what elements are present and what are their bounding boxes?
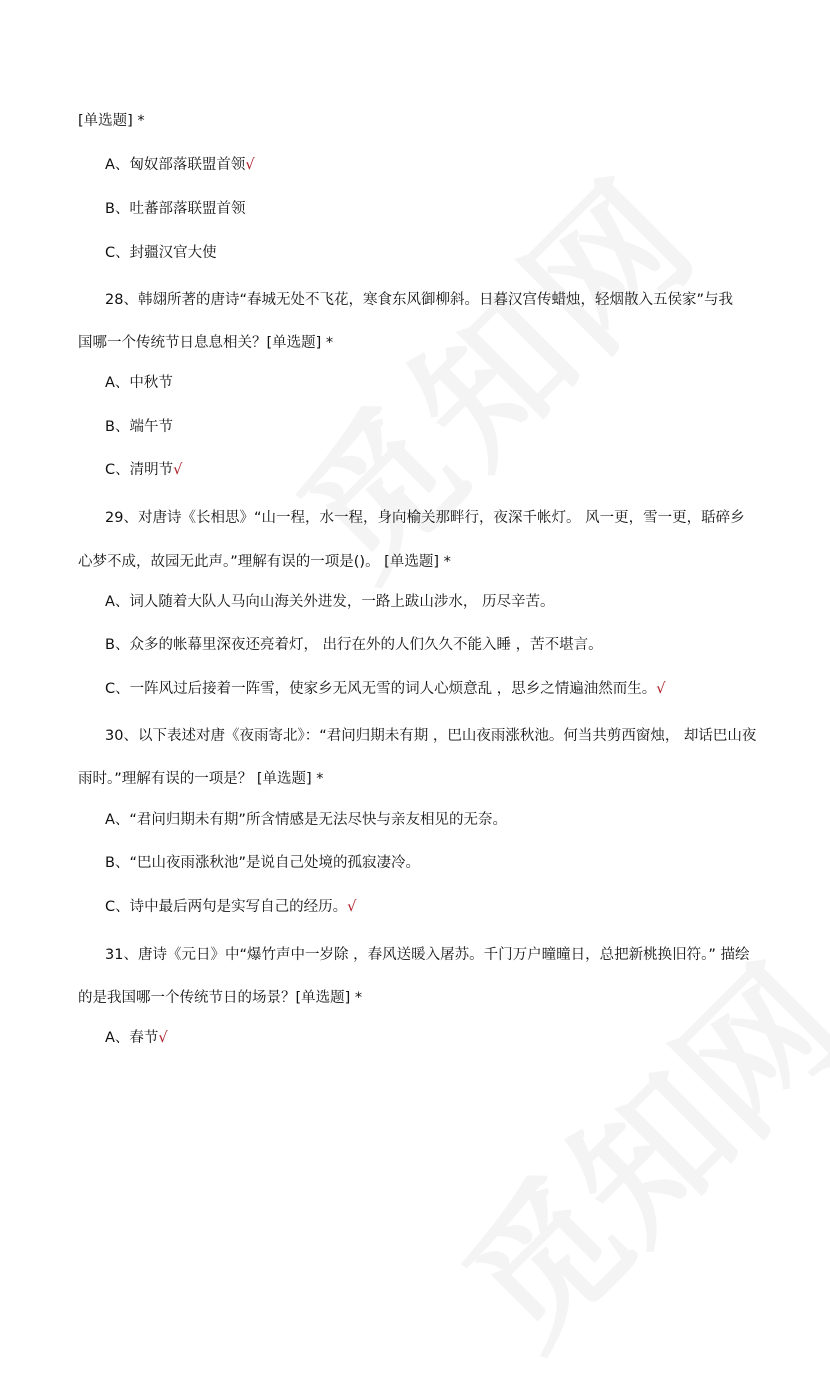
question-28-line1: 28、韩翃所著的唐诗“春城无处不飞花，寒食东风御柳斜。日暮汉宫传蜡烛，轻烟散入五侯家”与我 — [105, 292, 733, 308]
option-b: B、众多的帐幕里深夜还亮着灯， 出行在外的人们久久不能入睡 ，苦不堪言。 — [105, 637, 603, 653]
option-a: A、“君问归期未有期”所含情感是无法尽快与亲友相见的无奈。 — [105, 812, 507, 828]
question-30-line1: 30、以下表述对唐《夜雨寄北》：“君问归期未有期 ，巴山夜雨涨秋池。何当共剪西窗烛， 却话巴山夜 — [105, 728, 757, 744]
correct-mark: √ — [173, 462, 183, 478]
watermark — [244, 122, 736, 614]
option-c: C、一阵风过后接着一阵雪，使家乡无风无雪的词人心烦意乱 ，思乡之情遍油然而生。√ — [105, 681, 666, 697]
option-a: A、匈奴部落联盟首领√ — [105, 157, 255, 173]
option-c: C、清明节√ — [105, 462, 183, 478]
question-30-line2: 雨时。”理解有误的一项是？ [单选题] * — [78, 771, 324, 787]
question-29-line1: 29、对唐诗《长相思》“山一程，水一程，身向榆关那畔行，夜深千帐灯。 风一更，雪一更，聒碎乡 — [105, 510, 745, 526]
watermark-bottom — [410, 913, 830, 1383]
option-b: B、端午节 — [105, 419, 173, 435]
question-type-label: [单选题] * — [78, 113, 145, 129]
option-b: B、吐蕃部落联盟首领 — [105, 201, 246, 217]
option-c: C、诗中最后两句是实写自己的经历。√ — [105, 899, 357, 915]
correct-mark: √ — [347, 899, 357, 915]
option-a: A、中秋节 — [105, 375, 173, 391]
question-29-line2: 心梦不成，故园无此声。”理解有误的一项是()。 [单选题] * — [78, 554, 451, 570]
correct-mark: √ — [245, 157, 255, 173]
question-28-line2: 国哪一个传统节日息息相关？[单选题] * — [78, 335, 334, 351]
option-a: A、词人随着大队人马向山海关外进发，一路上跋山涉水， 历尽辛苦。 — [105, 594, 555, 610]
option-c: C、封疆汉官大使 — [105, 245, 217, 261]
correct-mark: √ — [158, 1030, 168, 1046]
option-a: A、春节√ — [105, 1030, 168, 1046]
option-b: B、“巴山夜雨涨秋池”是说自己处境的孤寂凄冷。 — [105, 855, 420, 871]
question-31-line2: 的是我国哪一个传统节日的场景？[单选题] * — [78, 990, 363, 1006]
question-31-line1: 31、唐诗《元日》中“爆竹声中一岁除 ，春风送暖入屠苏。千门万户曈曈日，总把新桃换旧符。” 描绘 — [105, 947, 750, 963]
correct-mark: √ — [656, 681, 666, 697]
